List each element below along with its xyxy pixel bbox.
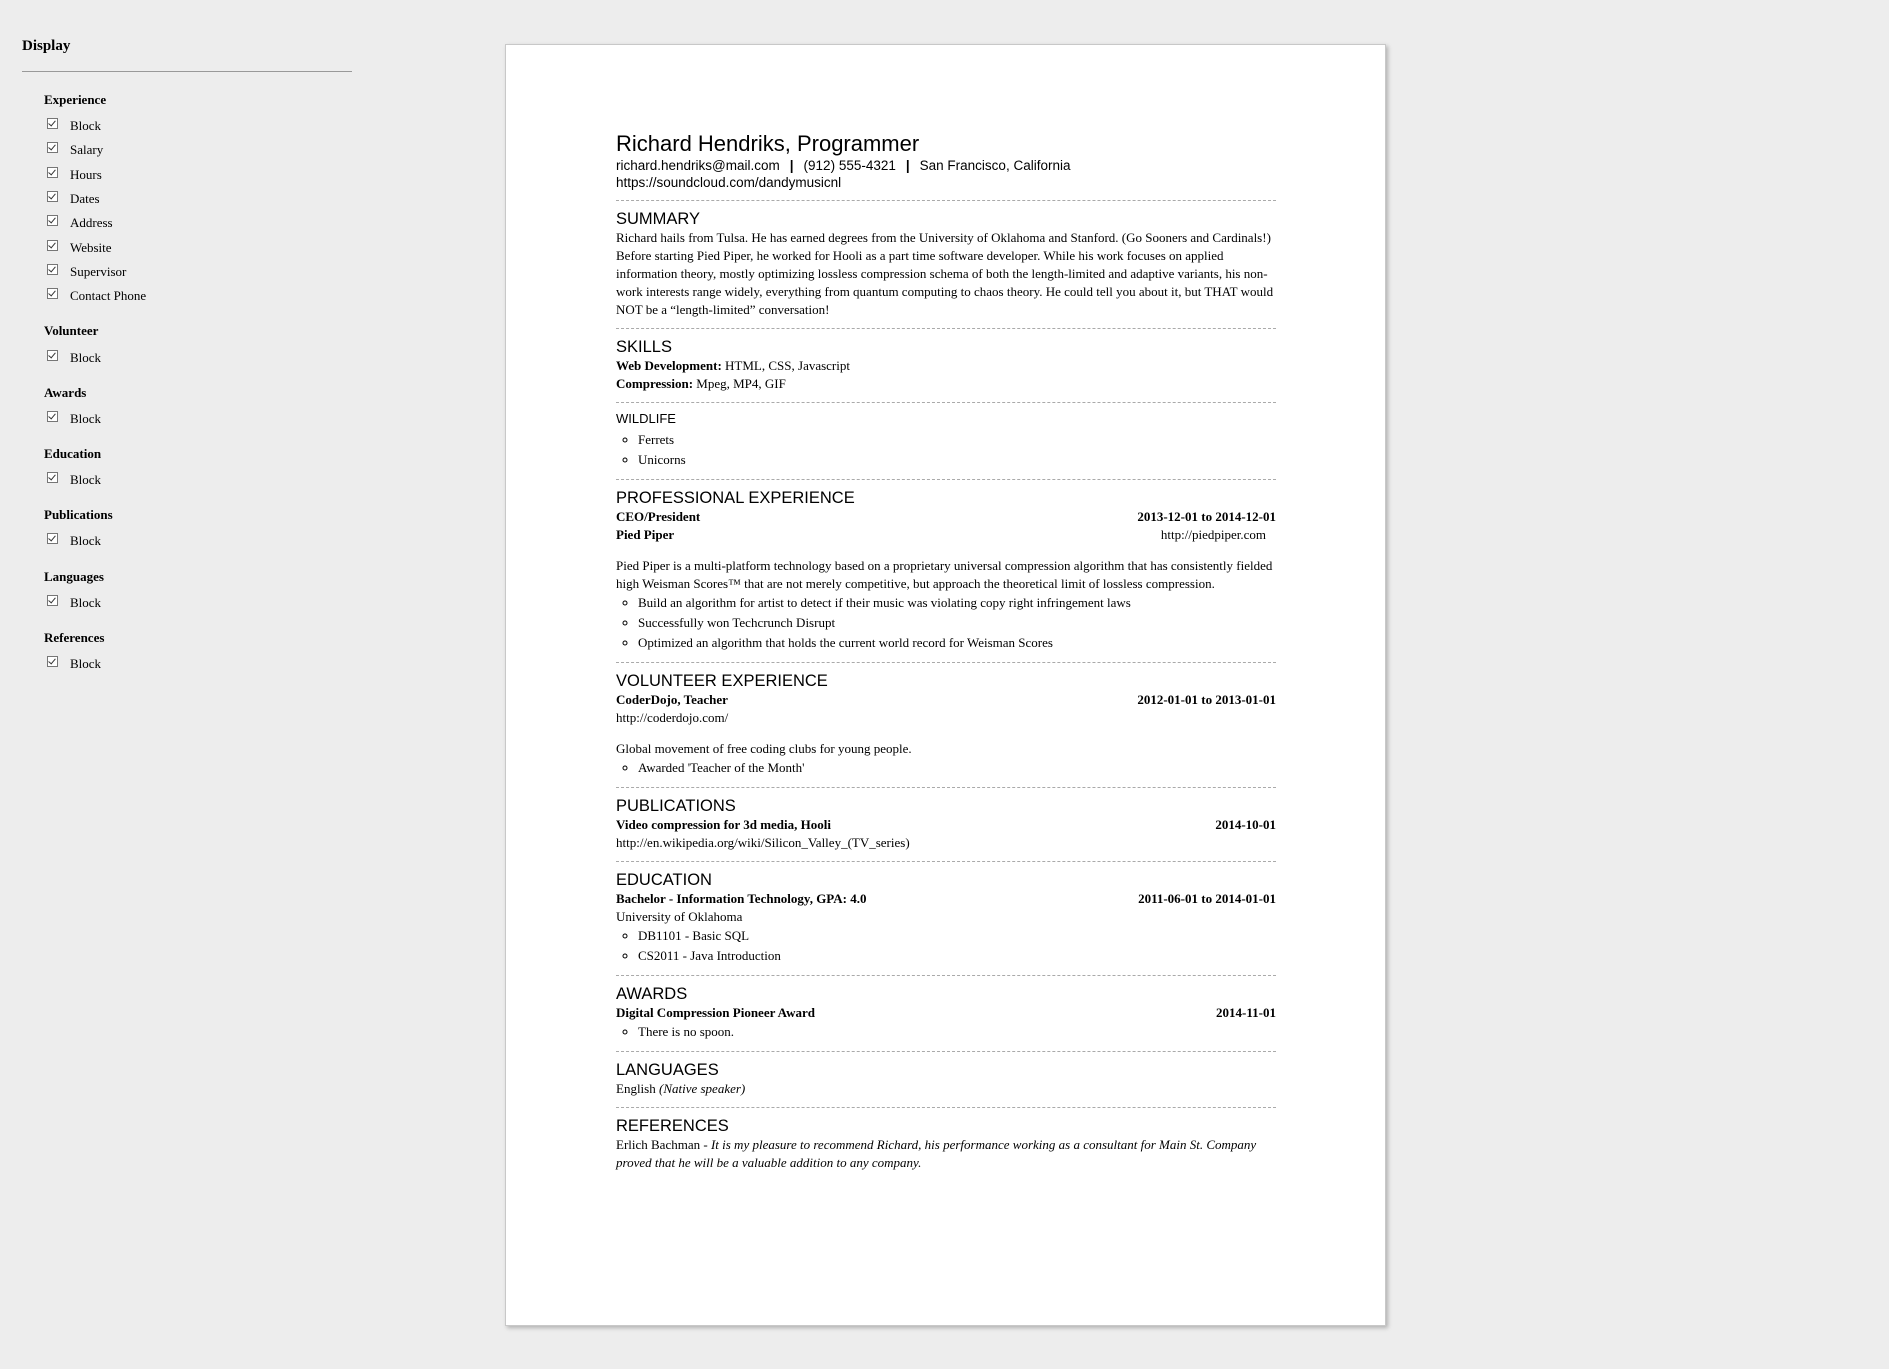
experience-url-link[interactable]: http://piedpiper.com xyxy=(1160,527,1266,542)
checkbox[interactable] xyxy=(47,288,58,299)
checkbox[interactable] xyxy=(47,264,58,275)
publication-date: 2014-10-01 xyxy=(1215,817,1276,832)
group-languages xyxy=(44,569,352,615)
publications-heading: PUBLICATIONS xyxy=(616,797,736,815)
volunteer-dates: 2012-01-01 to 2013-01-01 xyxy=(1137,692,1276,707)
list-item: ◦ Build an algorithm for artist to detect if their music was violating copy right infringement laws xyxy=(638,593,1276,613)
volunteer-title-row xyxy=(616,691,1276,709)
section-divider xyxy=(616,1051,1276,1052)
website-link[interactable]: https://soundcloud.com/dandymusicnl xyxy=(616,175,842,190)
experience-company: Pied Piper xyxy=(616,527,675,542)
publication-title: Video compression for 3d media, Hooli xyxy=(616,817,831,832)
reference-name: Erlich Bachman - xyxy=(616,1137,708,1152)
award-items xyxy=(616,1022,1276,1042)
sidebar-divider xyxy=(22,71,352,72)
section-divider xyxy=(616,1107,1276,1108)
toggle-experience-dates[interactable]: Dates xyxy=(47,187,352,211)
toggle-experience-block[interactable]: Block xyxy=(47,114,352,138)
toggle-experience-contact-phone[interactable]: Contact Phone xyxy=(47,284,352,308)
checkbox[interactable] xyxy=(47,142,58,153)
list-item: ◦ DB1101 - Basic SQL xyxy=(638,926,1276,946)
group-references xyxy=(44,630,352,676)
education-heading: EDUCATION xyxy=(616,871,712,889)
reference-entry xyxy=(616,1136,1276,1172)
experience-highlights xyxy=(616,593,1276,653)
toggle-languages-block[interactable]: Block xyxy=(47,591,352,615)
toggle-experience-hours[interactable]: Hours xyxy=(47,163,352,187)
awards-heading: AWARDS xyxy=(616,985,688,1003)
checkbox[interactable] xyxy=(47,215,58,226)
group-label: Awards xyxy=(44,384,87,400)
award-title: Digital Compression Pioneer Award xyxy=(616,1005,815,1020)
award-title-row xyxy=(616,1004,1276,1022)
email-link[interactable]: richard.hendriks@mail.com xyxy=(616,158,780,173)
list-item: ◦ Ferrets xyxy=(638,430,1276,450)
location: San Francisco, California xyxy=(919,158,1071,173)
checkbox[interactable] xyxy=(47,411,58,422)
volunteer-title: CoderDojo, Teacher xyxy=(616,692,728,707)
education-title-row xyxy=(616,890,1276,908)
display-sidebar xyxy=(22,38,352,691)
section-divider xyxy=(616,328,1276,329)
list-item: ◦ There is no spoon. xyxy=(638,1022,1276,1042)
resume-page xyxy=(505,44,1386,1326)
checkbox[interactable] xyxy=(47,240,58,251)
wildlife-heading: WILDLIFE xyxy=(616,411,676,426)
group-awards xyxy=(44,385,352,431)
section-divider xyxy=(616,200,1276,201)
volunteer-summary: Global movement of free coding clubs for young people. xyxy=(616,741,912,756)
language-name: English xyxy=(616,1081,656,1096)
list-item: ◦ Optimized an algorithm that holds the current world record for Weisman Scores xyxy=(638,633,1276,653)
references-heading: REFERENCES xyxy=(616,1117,729,1135)
group-label: Volunteer xyxy=(44,323,99,339)
toggle-publications-block[interactable]: Block xyxy=(47,529,352,553)
group-label: Experience xyxy=(44,92,107,107)
summary-heading: SUMMARY xyxy=(616,210,701,228)
list-item: ◦ Awarded 'Teacher of the Month' xyxy=(638,758,1276,778)
group-volunteer xyxy=(44,323,352,369)
checkbox[interactable] xyxy=(47,472,58,483)
education-courses xyxy=(616,926,1276,966)
skills-heading: SKILLS xyxy=(616,338,672,356)
group-label: Languages xyxy=(44,568,104,584)
website-line xyxy=(616,174,1276,191)
toggle-experience-website[interactable]: Website xyxy=(47,235,352,259)
checkbox[interactable] xyxy=(47,191,58,202)
contact-line xyxy=(616,157,1276,174)
summary-text: Richard hails from Tulsa. He has earned degrees from the University of Oklahoma and Stanford. (Go Sooners and Cardinals!) Before starting Pied Piper, he worked for Hooli as a part time software developer. While his work focuses on applied information theory, mostly optimizing lossless compression schema of both the length-limited and adaptive variants, his non-work interests range widely, everything from quantum computing to chaos theory. He could tell you about it, but THAT would NOT be a “length-limited” conversation! xyxy=(616,230,1274,317)
reference-text: It is my pleasure to recommend Richard, his performance working as a consultant for Main St. Company proved that he will be a valuable addition to any company. xyxy=(616,1137,1257,1170)
resume-name: Richard Hendriks, Programmer xyxy=(616,131,920,156)
skill-row: Compression: Mpeg, MP4, GIF xyxy=(616,376,786,391)
section-divider xyxy=(616,787,1276,788)
toggle-experience-supervisor[interactable]: Supervisor xyxy=(47,260,352,284)
checkbox[interactable] xyxy=(47,167,58,178)
list-item: ◦ CS2011 - Java Introduction xyxy=(638,946,1276,966)
group-experience xyxy=(44,92,352,308)
toggle-references-block[interactable]: Block xyxy=(47,652,352,676)
award-date: 2014-11-01 xyxy=(1216,1005,1276,1020)
volunteer-heading: VOLUNTEER EXPERIENCE xyxy=(616,672,828,690)
toggle-volunteer-block[interactable]: Block xyxy=(47,345,352,369)
education-institution: University of Oklahoma xyxy=(616,909,743,924)
experience-position: CEO/President xyxy=(616,509,701,524)
list-item: ◦ Unicorns xyxy=(638,450,1276,470)
publication-url-link[interactable]: http://en.wikipedia.org/wiki/Silicon_Valley_(TV_series) xyxy=(616,835,910,850)
publication-title-row xyxy=(616,816,1276,834)
sidebar-title: Display xyxy=(22,38,71,54)
experience-company-row xyxy=(616,526,1276,544)
checkbox[interactable] xyxy=(47,595,58,606)
checkbox[interactable] xyxy=(47,533,58,544)
separator: | xyxy=(905,158,910,173)
list-item: ◦ Successfully won Techcrunch Disrupt xyxy=(638,613,1276,633)
language-fluency: (Native speaker) xyxy=(658,1081,746,1096)
education-dates: 2011-06-01 to 2014-01-01 xyxy=(1138,891,1276,906)
toggle-awards-block[interactable]: Block xyxy=(47,407,352,431)
skill-row: Web Development: HTML, CSS, Javascript xyxy=(616,358,850,373)
experience-dates: 2013-12-01 to 2014-12-01 xyxy=(1137,509,1276,524)
volunteer-url-row xyxy=(616,709,1276,727)
volunteer-url-link[interactable]: http://coderdojo.com/ xyxy=(616,710,729,725)
toggle-experience-address[interactable]: Address xyxy=(47,211,352,235)
group-education xyxy=(44,446,352,492)
group-label: Education xyxy=(44,445,102,461)
group-label: References xyxy=(44,629,105,645)
experience-summary: Pied Piper is a multi-platform technology based on a proprietary universal compression algorithm that has consistently fielded high Weisman Scores™ that are not merely competitive, but approach the theoretical limit of lossless compression. xyxy=(616,558,1273,591)
section-divider xyxy=(616,662,1276,663)
group-label: Publications xyxy=(44,507,113,523)
section-divider xyxy=(616,402,1276,403)
education-degree: Bachelor - Information Technology, GPA: 4.0 xyxy=(616,891,867,906)
publication-url-row xyxy=(616,834,1276,852)
group-publications xyxy=(44,507,352,553)
section-divider xyxy=(616,479,1276,480)
language-row xyxy=(616,1080,1276,1098)
resume-content xyxy=(616,131,1276,1172)
wildlife-list xyxy=(616,430,1276,470)
experience-title-row xyxy=(616,508,1276,526)
toggle-education-block[interactable]: Block xyxy=(47,468,352,492)
checkbox[interactable] xyxy=(47,350,58,361)
checkbox[interactable] xyxy=(47,656,58,667)
phone: (912) 555-4321 xyxy=(803,158,896,173)
separator: | xyxy=(789,158,794,173)
experience-heading: PROFESSIONAL EXPERIENCE xyxy=(616,489,855,507)
checkbox[interactable] xyxy=(47,118,58,129)
languages-heading: LANGUAGES xyxy=(616,1061,719,1079)
section-divider xyxy=(616,975,1276,976)
volunteer-highlights xyxy=(616,758,1276,778)
toggle-experience-salary[interactable]: Salary xyxy=(47,138,352,162)
section-divider xyxy=(616,861,1276,862)
